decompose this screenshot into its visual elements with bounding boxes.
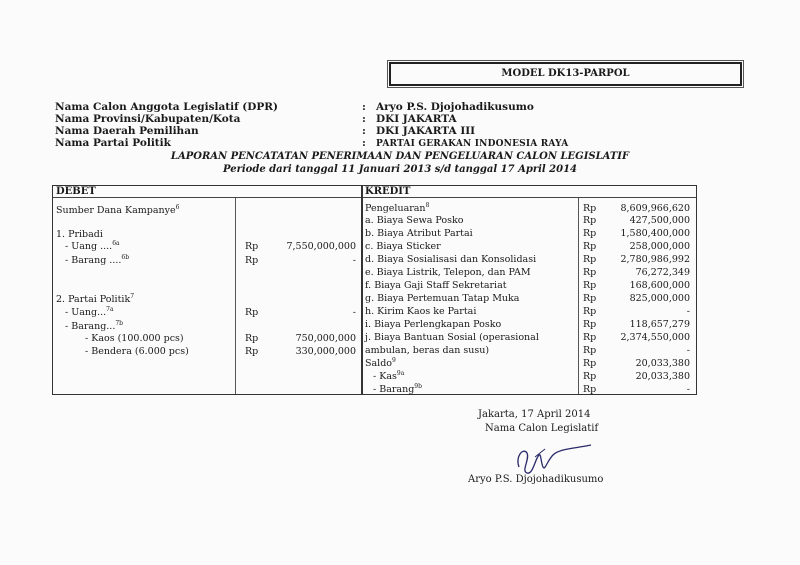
debet-row-uang: - Uang ....$^{6a}$ bbox=[65, 239, 120, 252]
kredit-row-label: ambulan, beras dan susu) bbox=[365, 345, 490, 356]
info-value-district: DKI JAKARTA III bbox=[376, 125, 476, 137]
debet-amount: 750,000,000 bbox=[295, 333, 356, 344]
kredit-cur: Rp bbox=[583, 215, 597, 226]
kredit-row-label: c. Biaya Sticker bbox=[365, 241, 441, 252]
debet-row-partai-uang: - Uang...$^{7a}$ bbox=[65, 305, 114, 318]
info-colon: : bbox=[362, 125, 366, 137]
kredit-cur: Rp bbox=[583, 371, 597, 382]
kredit-amount: 168,600,000 bbox=[629, 280, 690, 291]
debet-amount-divider bbox=[235, 198, 236, 394]
kredit-amount: - bbox=[686, 345, 690, 356]
kredit-cur: Rp bbox=[583, 203, 597, 214]
signature-place-date: Jakarta, 17 April 2014 bbox=[478, 409, 591, 420]
report-title: LAPORAN PENCATATAN PENERIMAAN DAN PENGELUARAN CALON LEGISLATIF bbox=[170, 151, 630, 162]
kredit-row-label: h. Kirim Kaos ke Partai bbox=[365, 306, 477, 317]
kredit-amount: 825,000,000 bbox=[629, 293, 690, 304]
debet-cur: Rp bbox=[245, 241, 259, 252]
header-divider bbox=[53, 197, 696, 198]
kredit-row-label: e. Biaya Listrik, Telepon, dan PAM bbox=[365, 267, 531, 278]
info-label-candidate: Nama Calon Anggota Legislatif (DPR) bbox=[55, 101, 278, 113]
kredit-cur: Rp bbox=[583, 319, 597, 330]
kredit-cur: Rp bbox=[583, 306, 597, 317]
kredit-cur: Rp bbox=[583, 293, 597, 304]
kredit-cur: Rp bbox=[583, 345, 597, 356]
kredit-cur: Rp bbox=[583, 228, 597, 239]
debet-row-partai-barang: - Barang...$^{7b}$ bbox=[65, 319, 124, 332]
kredit-row-label: Pengeluaran$^8$ bbox=[365, 201, 430, 214]
debet-amount: - bbox=[352, 255, 356, 266]
kredit-amount: 2,374,550,000 bbox=[620, 332, 690, 343]
report-period: Periode dari tanggal 11 Januari 2013 s/d tanggal 17 April 2014 bbox=[222, 164, 577, 175]
kredit-amount: - bbox=[686, 306, 690, 317]
kredit-row-label: - Barang$^{9b}$ bbox=[373, 382, 422, 395]
signature-role: Nama Calon Legislatif bbox=[485, 423, 599, 434]
kredit-amount: 427,500,000 bbox=[629, 215, 690, 226]
debet-cur: Rp bbox=[245, 346, 259, 357]
kredit-amount: 1,580,400,000 bbox=[620, 228, 690, 239]
report-table bbox=[52, 185, 697, 395]
signature-name: Aryo P.S. Djojohadikusumo bbox=[468, 474, 604, 485]
debet-cur: Rp bbox=[245, 307, 259, 318]
info-colon: : bbox=[362, 113, 366, 125]
debet-row-barang: - Barang ....$^{6b}$ bbox=[65, 253, 130, 266]
info-label-province: Nama Provinsi/Kabupaten/Kota bbox=[55, 113, 241, 125]
kredit-row-label: f. Biaya Gaji Staff Sekretariat bbox=[365, 280, 507, 291]
kredit-amount: - bbox=[686, 384, 690, 395]
kredit-amount: 2,780,986,992 bbox=[620, 254, 690, 265]
kredit-amount: 20,033,380 bbox=[635, 358, 690, 369]
debet-row-bendera: - Bendera (6.000 pcs) bbox=[85, 346, 189, 357]
kredit-row-label: g. Biaya Pertemuan Tatap Muka bbox=[365, 293, 520, 304]
debet-amount: - bbox=[352, 307, 356, 318]
kredit-row-label: d. Biaya Sosialisasi dan Konsolidasi bbox=[365, 254, 537, 265]
model-label: MODEL DK13-PARPOL bbox=[389, 62, 742, 86]
debet-header: DEBET bbox=[56, 186, 96, 197]
kredit-cur: Rp bbox=[583, 332, 597, 343]
info-colon: : bbox=[362, 137, 366, 149]
kredit-amount: 76,272,349 bbox=[635, 267, 690, 278]
kredit-cur: Rp bbox=[583, 358, 597, 369]
debet-row-partai: 2. Partai Politik$^7$ bbox=[56, 292, 135, 305]
debet-amount: 330,000,000 bbox=[295, 346, 356, 357]
debet-cur: Rp bbox=[245, 255, 259, 266]
kredit-amount-divider bbox=[578, 198, 579, 394]
kredit-row-label: j. Biaya Bantuan Sosial (operasional bbox=[365, 332, 539, 343]
debet-kredit-divider bbox=[361, 186, 363, 394]
debet-cur: Rp bbox=[245, 333, 259, 344]
kredit-cur: Rp bbox=[583, 241, 597, 252]
kredit-row-label: - Kas$^{9a}$ bbox=[373, 369, 405, 382]
kredit-amount: 8,609,966,620 bbox=[620, 203, 690, 214]
kredit-cur: Rp bbox=[583, 254, 597, 265]
kredit-row-label: i. Biaya Perlengkapan Posko bbox=[365, 319, 502, 330]
kredit-amount: 258,000,000 bbox=[629, 241, 690, 252]
info-colon: : bbox=[362, 101, 366, 113]
kredit-amount: 20,033,380 bbox=[635, 371, 690, 382]
info-value-party: PARTAI GERAKAN INDONESIA RAYA bbox=[376, 139, 569, 149]
kredit-row-label: b. Biaya Atribut Partai bbox=[365, 228, 473, 239]
debet-amount: 7,550,000,000 bbox=[286, 241, 356, 252]
kredit-row-label: Saldo$^9$ bbox=[365, 356, 396, 369]
debet-row-kaos: - Kaos (100.000 pcs) bbox=[85, 333, 184, 344]
kredit-row-label: a. Biaya Sewa Posko bbox=[365, 215, 464, 226]
info-value-candidate: Aryo P.S. Djojohadikusumo bbox=[376, 101, 534, 113]
kredit-cur: Rp bbox=[583, 384, 597, 395]
info-label-district: Nama Daerah Pemilihan bbox=[55, 125, 199, 137]
kredit-header: KREDIT bbox=[365, 186, 411, 197]
kredit-cur: Rp bbox=[583, 267, 597, 278]
kredit-cur: Rp bbox=[583, 280, 597, 291]
info-label-party: Nama Partai Politik bbox=[55, 137, 171, 149]
kredit-amount: 118,657,279 bbox=[629, 319, 690, 330]
debet-row-pribadi: 1. Pribadi bbox=[56, 229, 103, 240]
debet-row-source: Sumber Dana Kampanye$^6$ bbox=[56, 203, 180, 216]
info-value-province: DKI JAKARTA bbox=[376, 113, 457, 125]
